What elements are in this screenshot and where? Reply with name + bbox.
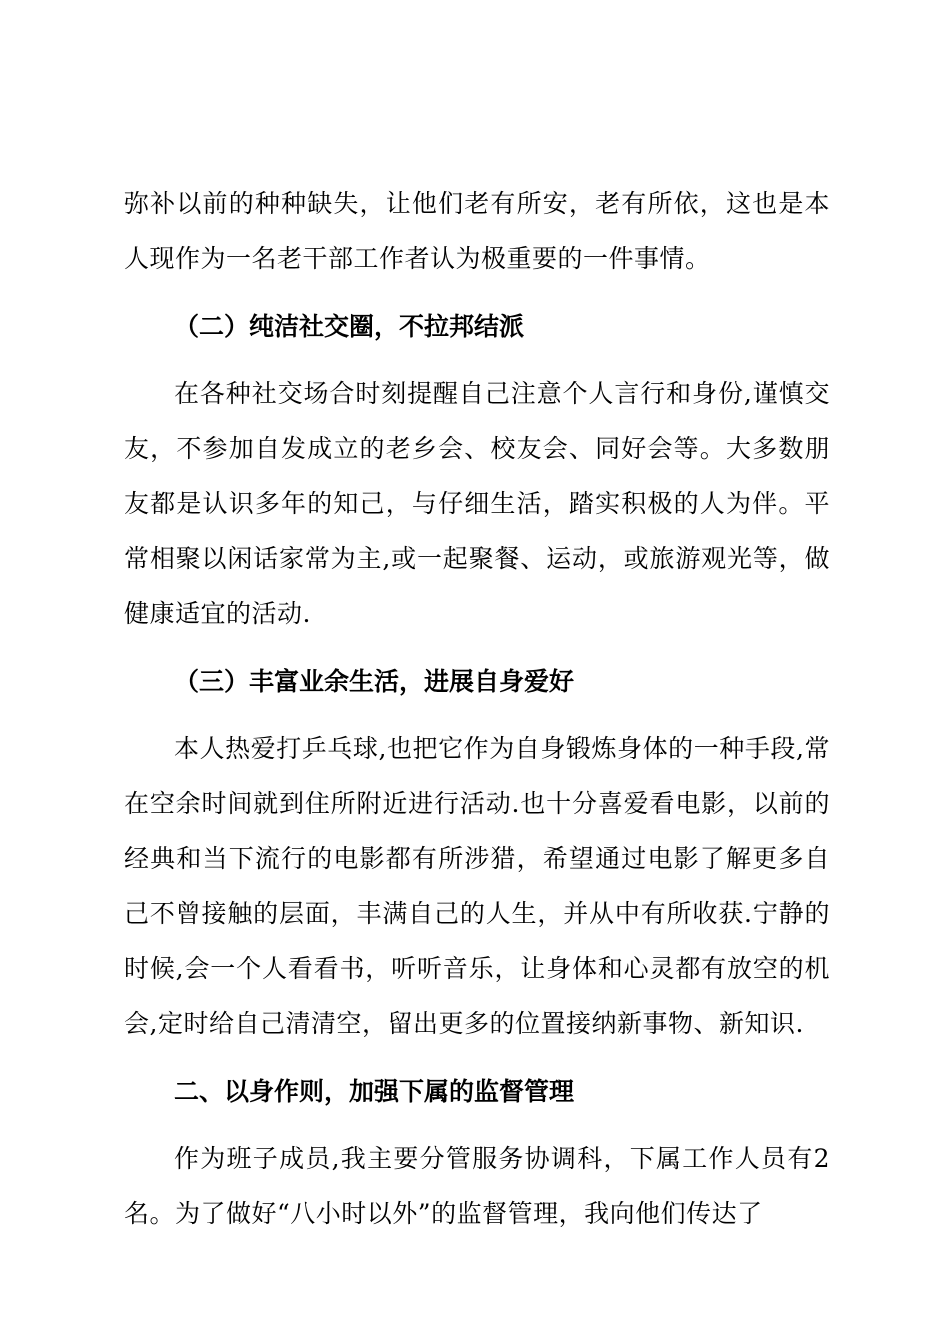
section-heading-3: （三）丰富业余生活，进展自身爱好 <box>174 666 575 696</box>
paragraph-continuation: 弥补以前的种种缺失，让他们老有所安，老有所依，这也是本人现作为一名老干部工作者认为极重要的一件事情。 <box>124 189 830 273</box>
paragraph-social-circle: 在各种社交场合时刻提醒自己注意个人言行和身份,谨慎交友，不参加自发成立的老乡会、校友会、同好会等。大多数朋友都是认识多年的知己，与仔细生活，踏实积极的人为伴。平常相聚以闲话家常为主,或一起聚餐、运动，或旅游观光等，做健康适宜的活动. <box>124 379 830 628</box>
paragraph-supervision: 作为班子成员,我主要分管服务协调科，下属工作人员有2名。为了做好“八小时以外”的监督管理，我向他们传达了 <box>124 1144 830 1228</box>
section-heading-supervision: 二、以身作则，加强下属的监督管理 <box>174 1076 575 1106</box>
paragraph-leisure-life: 本人热爱打乒乓球,也把它作为自身锻炼身体的一种手段,常在空余时间就到住所附近进行活动.也十分喜爱看电影，以前的经典和当下流行的电影都有所涉猎，希望通过电影了解更多自己不曾接触的层面，丰满自己的人生，并从中有所收获.宁静的时候,会一个人看看书，听听音乐，让身体和心灵都有放空的机会,定时给自己清清空，留出更多的位置接纳新事物、新知识. <box>124 734 830 1038</box>
document-body <box>124 176 830 1241</box>
section-heading-2: （二）纯洁社交圈，不拉邦结派 <box>174 311 525 341</box>
